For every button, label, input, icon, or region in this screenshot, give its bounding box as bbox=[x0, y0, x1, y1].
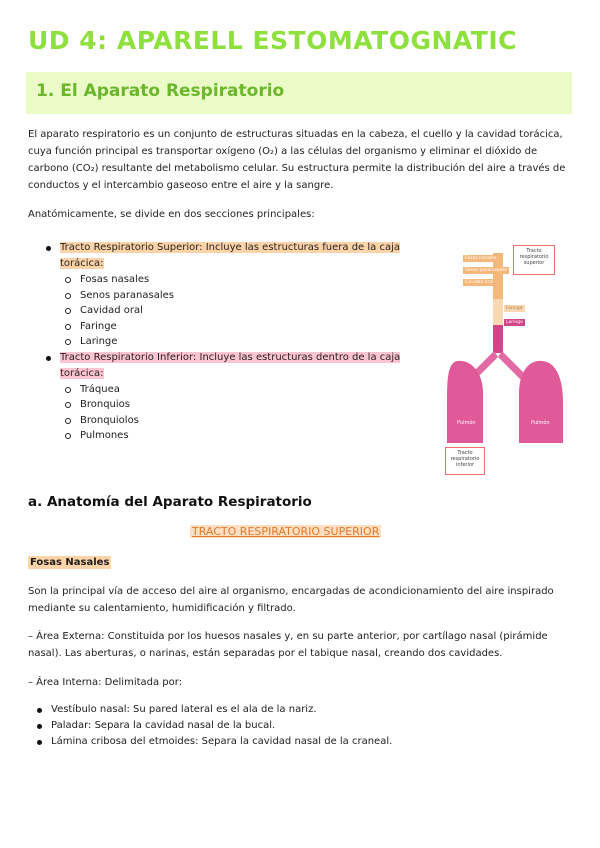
document-title: UD 4: APARELL ESTOMATOGNATIC bbox=[28, 26, 517, 55]
lower-tract-label-cont: torácica: bbox=[60, 367, 104, 379]
intro-line: cuya función principal es transportar oxígeno (O₂) a las células del organismo y eliminar el dióxido de bbox=[28, 146, 538, 157]
diagram-tag: Fosas nasales bbox=[465, 256, 497, 261]
diagram-tag: Faringe bbox=[506, 306, 523, 311]
list-item: Bronquios bbox=[44, 397, 400, 413]
intro-paragraph bbox=[28, 126, 565, 194]
respiratory-diagram bbox=[445, 243, 570, 473]
list-item bbox=[44, 350, 400, 366]
list-item: Senos paranasales bbox=[44, 288, 400, 304]
trachea bbox=[493, 325, 503, 353]
list-item: Faringe bbox=[44, 319, 400, 335]
lung-label: Pulmón bbox=[457, 420, 476, 426]
paragraph-line: nasal). Las aberturas, o narinas, están separadas por el tabique nasal, creando dos cavidades. bbox=[28, 648, 503, 659]
list-item bbox=[44, 366, 400, 382]
pharynx-segment bbox=[493, 299, 503, 325]
sections-list bbox=[44, 240, 400, 444]
bullet-icon bbox=[46, 246, 51, 251]
list-item bbox=[36, 702, 392, 718]
bullet-icon bbox=[37, 724, 42, 729]
internal-area-paragraph: – Área Interna: Delimitada por: bbox=[28, 677, 183, 688]
lower-tract-label: Tracto Respiratorio Inferior: Incluye las estructuras dentro de la caja bbox=[60, 351, 401, 363]
lung-label: Pulmón bbox=[531, 420, 550, 426]
bullet-icon bbox=[37, 740, 42, 745]
internal-area-list bbox=[36, 702, 392, 750]
right-lung bbox=[519, 361, 563, 443]
list-item: Fosas nasales bbox=[44, 272, 400, 288]
paragraph-line: mediante su calentamiento, humidificación y filtrado. bbox=[28, 603, 296, 614]
list-item-text: Lámina cribosa del etmoides: Separa la cavidad nasal de la craneal. bbox=[51, 736, 393, 747]
diagram-tag: Senos paranasales bbox=[465, 268, 508, 273]
list-item bbox=[36, 734, 392, 750]
diagram-tag: Laringe bbox=[506, 320, 523, 325]
intro-line: El aparato respiratorio es un conjunto de estructuras situadas en la cabeza, el cuello y la cavidad torácica, bbox=[28, 129, 563, 140]
left-lung bbox=[447, 361, 483, 443]
topic-label: Fosas Nasales bbox=[30, 557, 110, 568]
list-item bbox=[36, 718, 392, 734]
intro-line: conductos y el intercambio gaseoso entre el aire y la sangre. bbox=[28, 180, 334, 191]
paragraph-line: – Área Externa: Constituida por los huesos nasales y, en su parte anterior, por cartílago nasal (pirámide bbox=[28, 631, 548, 642]
list-item-text: Paladar: Separa la cavidad nasal de la bucal. bbox=[51, 720, 276, 731]
list-item bbox=[44, 240, 400, 256]
list-item: Laringe bbox=[44, 334, 400, 350]
lower-tract-callout: Tracto respiratorio inferior bbox=[445, 447, 485, 475]
paragraph-line: Son la principal vía de acceso del aire al organismo, encargadas de acondicionamiento del aire inspirado bbox=[28, 586, 554, 597]
list-item: Tráquea bbox=[44, 382, 400, 398]
sections-intro: Anatómicamente, se divide en dos secciones principales: bbox=[28, 209, 315, 220]
list-item: Bronquiolos bbox=[44, 413, 400, 429]
list-item-text: Vestíbulo nasal: Su pared lateral es el ala de la nariz. bbox=[51, 704, 317, 715]
list-item: Cavidad oral bbox=[44, 303, 400, 319]
upper-tract-callout: Tracto respiratorio superior bbox=[513, 245, 555, 275]
respiratory-illustration bbox=[445, 243, 570, 473]
anatomy-heading: a. Anatomía del Aparato Respiratorio bbox=[28, 494, 312, 510]
section-heading: 1. El Aparato Respiratorio bbox=[36, 81, 285, 101]
diagram-tag: Cavidad oral bbox=[465, 280, 494, 285]
bullet-icon bbox=[46, 356, 51, 361]
upper-tract-subheading: TRACTO RESPIRATORIO SUPERIOR bbox=[192, 525, 380, 538]
list-item bbox=[44, 256, 400, 272]
upper-tract-label-cont: torácica: bbox=[60, 258, 104, 269]
bullet-icon bbox=[37, 708, 42, 713]
external-area-paragraph bbox=[28, 628, 548, 662]
intro-line: carbono (CO₂) resultante del metabolismo celular. Su estructura permite la distribución del aire a través de bbox=[28, 163, 566, 174]
fosas-paragraph bbox=[28, 583, 554, 617]
upper-tract-label: Tracto Respiratorio Superior: Incluye las estructuras fuera de la caja bbox=[60, 242, 401, 253]
list-item: Pulmones bbox=[44, 428, 400, 444]
